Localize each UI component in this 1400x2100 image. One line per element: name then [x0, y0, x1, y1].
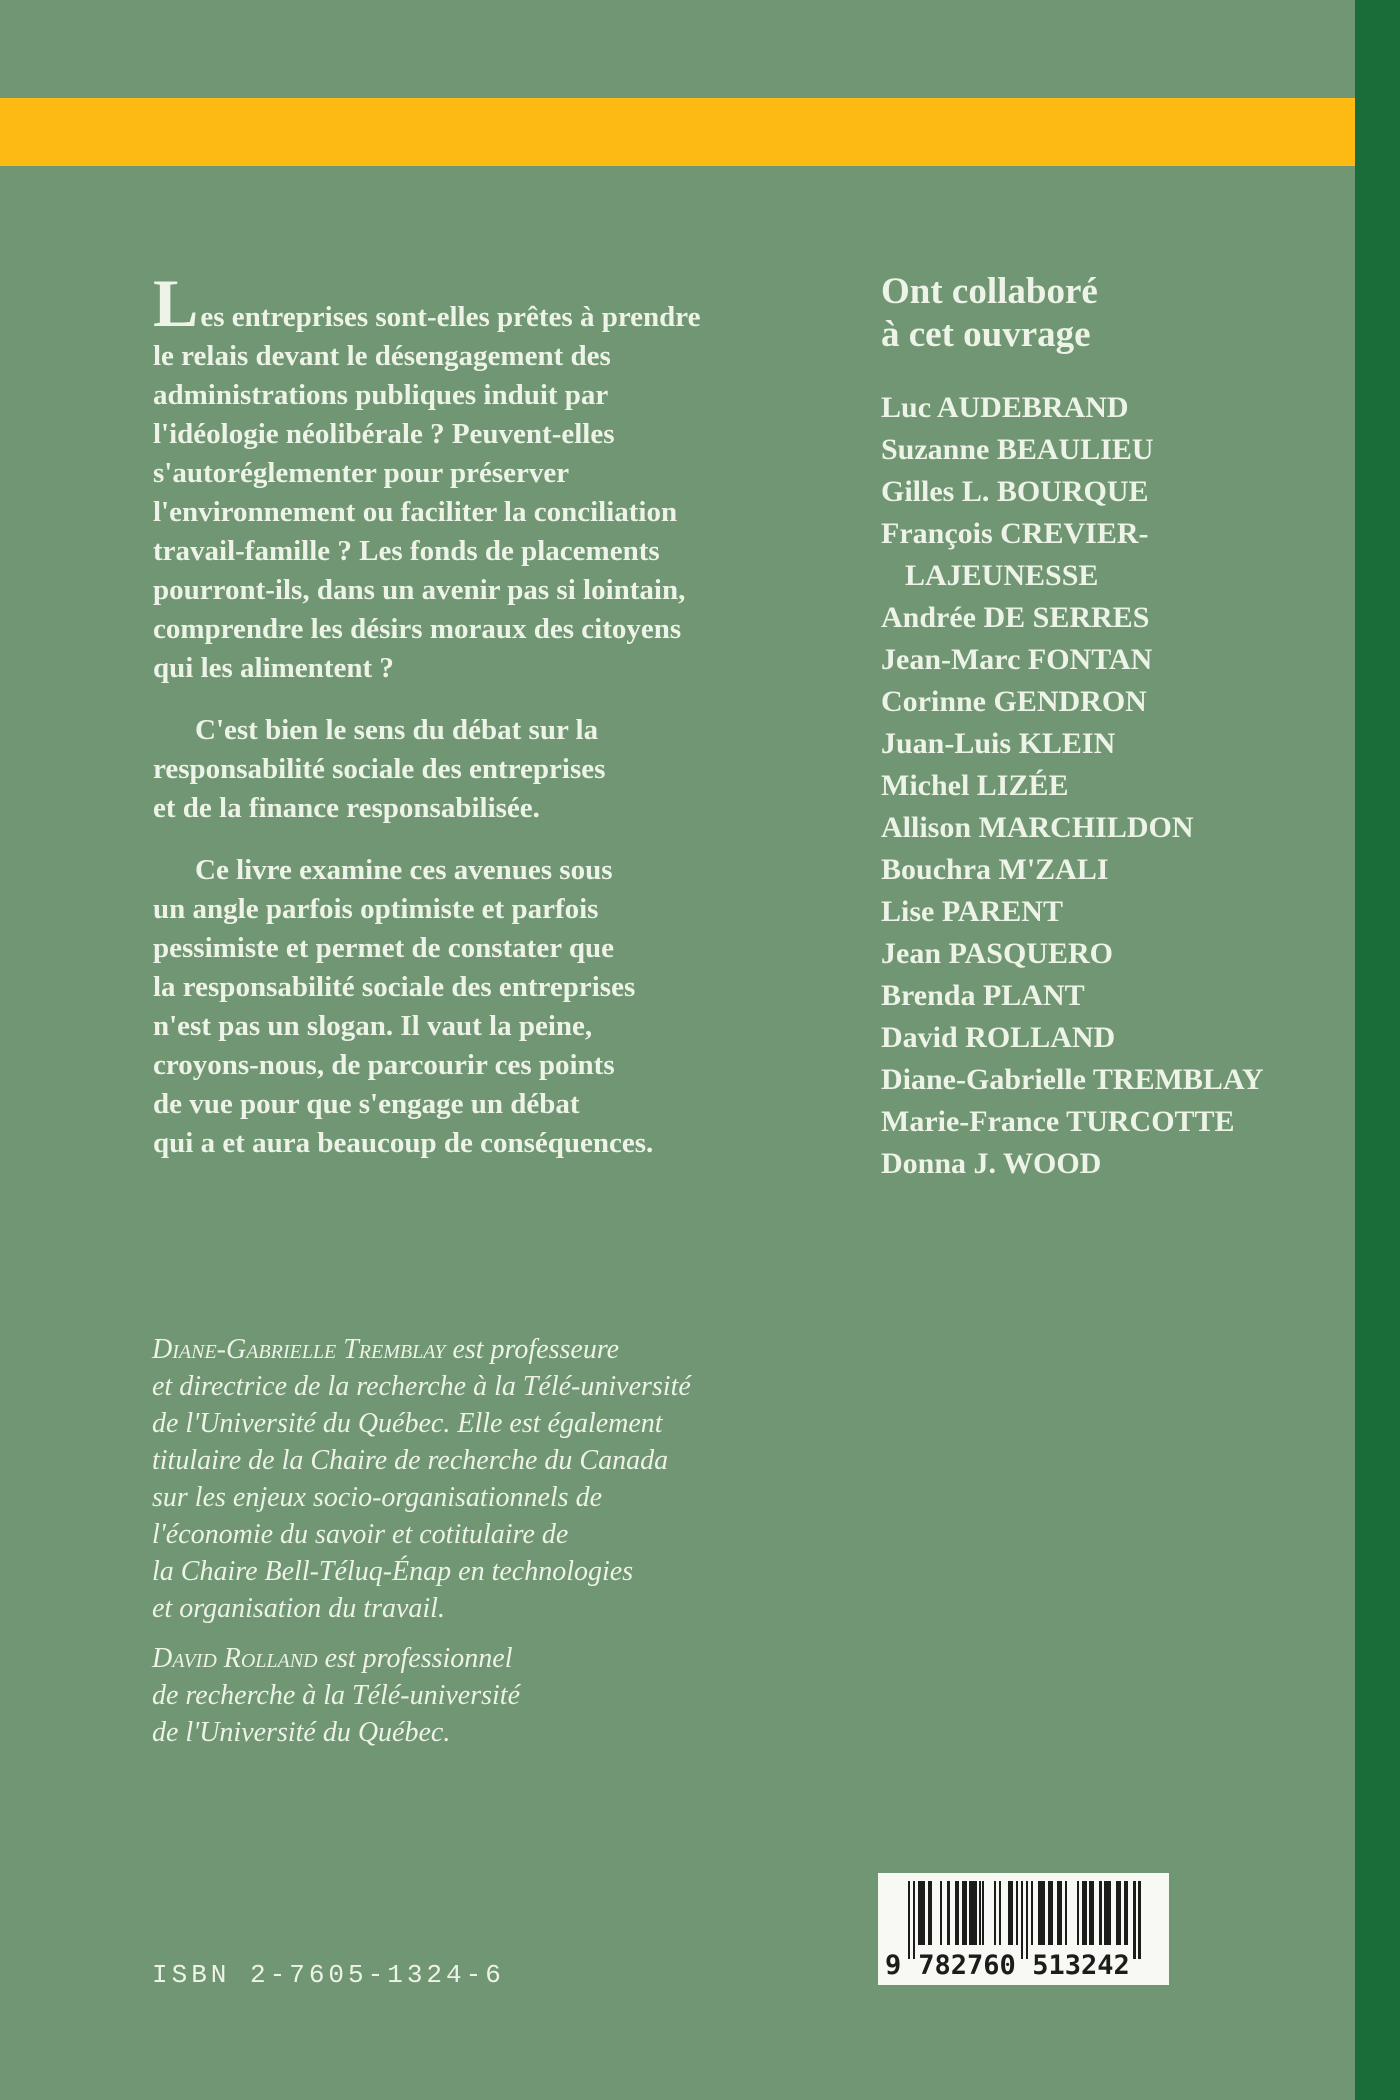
barcode-bar: [930, 1881, 932, 1945]
contributor-name: Allison MARCHILDON: [881, 811, 1194, 844]
synopsis-line: l'environnement ou faciliter la conciliation: [153, 496, 678, 528]
contributor-name: Diane-Gabrielle TREMBLAY: [881, 1063, 1264, 1096]
barcode-bar: [923, 1881, 925, 1945]
contributor-name: Juan-Luis KLEIN: [881, 727, 1116, 760]
barcode-digit-group: 9: [885, 1950, 902, 1981]
contributor-name: Andrée DE SERRES: [881, 601, 1150, 634]
spine-strip: [1355, 0, 1400, 2100]
synopsis-line: n'est pas un slogan. Il vaut la peine,: [153, 1010, 593, 1042]
bio-line: titulaire de la Chaire de recherche du Canada: [152, 1445, 669, 1476]
bio-line: et organisation du travail.: [152, 1593, 445, 1624]
barcode-bar: [1084, 1881, 1086, 1945]
barcode-bar: [1138, 1881, 1140, 1959]
bio-line: de l'Université du Québec. Elle est également: [152, 1408, 663, 1439]
contributor-list: [881, 387, 1361, 1185]
collaborators-heading-line: Ont collaboré: [881, 271, 1098, 312]
synopsis-paragraph: [153, 265, 843, 688]
barcode-bar: [1031, 1881, 1033, 1945]
barcode-bar: [940, 1881, 942, 1945]
barcode-bar: [964, 1881, 966, 1945]
barcode-bar: [1126, 1881, 1128, 1945]
synopsis-line: le relais devant le désengagement des: [153, 340, 611, 372]
contributor-name: Jean-Marc FONTAN: [881, 643, 1153, 676]
bio-line: de recherche à la Télé-université: [152, 1680, 521, 1711]
barcode-digit-group: 782760: [918, 1950, 1016, 1981]
isbn-text: ISBN 2-7605-1324-6: [152, 1960, 505, 1990]
synopsis-line: croyons-nous, de parcourir ces points: [153, 1049, 615, 1081]
barcode-bar: [1016, 1881, 1018, 1945]
synopsis-paragraph: [153, 851, 843, 1163]
contributor-name: Lise PARENT: [881, 895, 1063, 928]
barcode-bar: [1043, 1881, 1045, 1945]
contributor-name: Corinne GENDRON: [881, 685, 1147, 718]
contributor-name: François CREVIER-: [881, 517, 1149, 550]
synopsis-line: qui les alimentent ?: [153, 652, 394, 684]
author-bio: [152, 1331, 852, 1627]
synopsis-line: responsabilité sociale des entreprises: [153, 753, 606, 785]
barcode-bar: [1021, 1881, 1023, 1959]
barcode-bar: [1099, 1881, 1101, 1945]
barcode-bar: [947, 1881, 949, 1945]
bio-line: David Rolland est professionnel: [152, 1643, 513, 1674]
bio-line: sur les enjeux socio-organisationnels de: [152, 1482, 603, 1513]
synopsis-line: C'est bien le sens du débat sur la: [195, 714, 599, 746]
dropcap-letter: L: [153, 265, 199, 341]
barcode-bar: [1119, 1881, 1121, 1945]
barcode-bar: [974, 1881, 976, 1945]
synopsis-paragraph: [153, 711, 843, 828]
contributor-name: Brenda PLANT: [881, 979, 1085, 1012]
barcode-bar: [1060, 1881, 1062, 1945]
barcode-digit-group: 513242: [1032, 1950, 1130, 1981]
barcode-bar: [1092, 1881, 1094, 1945]
synopsis-line: Ce livre examine ces avenues sous: [195, 854, 613, 886]
synopsis: [153, 265, 843, 1163]
synopsis-line: pourront-ils, dans un avenir pas si lointain,: [153, 574, 686, 606]
contributor-name: Jean PASQUERO: [881, 937, 1113, 970]
contributor-name: LAJEUNESSE: [905, 559, 1099, 592]
collaborators-heading-line: à cet ouvrage: [881, 314, 1091, 355]
synopsis-line: Les entreprises sont-elles prêtes à prendre: [153, 265, 701, 341]
synopsis-line: comprendre les désirs moraux des citoyens: [153, 613, 682, 645]
collaborators-heading: [881, 270, 1098, 356]
author-name: Diane-Gabrielle Tremblay: [152, 1334, 446, 1365]
synopsis-line: s'autoréglementer pour préserver: [153, 457, 570, 489]
author-bio: [152, 1640, 852, 1751]
barcode-bar: [1065, 1881, 1067, 1945]
barcode-bar: [913, 1881, 915, 1959]
contributor-name: Donna J. WOOD: [881, 1147, 1102, 1180]
barcode-bar: [1011, 1881, 1013, 1945]
barcode-bar: [1026, 1881, 1028, 1959]
barcode-bar: [1133, 1881, 1135, 1959]
barcode: [878, 1873, 1169, 1985]
bio-line: et directrice de la recherche à la Télé-université: [152, 1371, 691, 1402]
contributor-name: Suzanne BEAULIEU: [881, 433, 1154, 466]
contributor-name: Michel LIZÉE: [881, 769, 1069, 802]
author-name: David Rolland: [152, 1643, 318, 1674]
barcode-bar: [1077, 1881, 1079, 1945]
contributor-name: David ROLLAND: [881, 1021, 1116, 1054]
bio-line: Diane-Gabrielle Tremblay est professeure: [152, 1334, 620, 1365]
synopsis-line: pessimiste et permet de constater que: [153, 932, 614, 964]
contributor-name: Marie-France TURCOTTE: [881, 1105, 1235, 1138]
barcode-bar: [982, 1881, 984, 1945]
bio-line: l'économie du savoir et cotitulaire de: [152, 1519, 569, 1550]
barcode-bar: [1109, 1881, 1111, 1945]
contributor-name: Luc AUDEBRAND: [881, 391, 1129, 424]
bio-line: la Chaire Bell-Téluq-Énap en technologies: [152, 1556, 634, 1587]
synopsis-line: l'idéologie néolibérale ? Peuvent-elles: [153, 418, 615, 450]
contributor-name: Bouchra M'ZALI: [881, 853, 1109, 886]
synopsis-line: travail-famille ? Les fonds de placements: [153, 535, 660, 567]
barcode-bars: [908, 1881, 1141, 1959]
bio-line: de l'Université du Québec.: [152, 1717, 451, 1748]
barcode-bar: [999, 1881, 1001, 1945]
author-bios: [152, 1331, 852, 1751]
synopsis-line: administrations publiques induit par: [153, 379, 609, 411]
contributor-name: Gilles L. BOURQUE: [881, 475, 1149, 508]
barcode-bar: [994, 1881, 996, 1945]
barcode-bar: [908, 1881, 910, 1959]
barcode-bar: [1050, 1881, 1052, 1945]
yellow-accent-band: [0, 98, 1400, 166]
synopsis-line: la responsabilité sociale des entreprises: [153, 971, 636, 1003]
barcode-bar: [957, 1881, 959, 1945]
synopsis-line: de vue pour que s'engage un débat: [153, 1088, 580, 1120]
synopsis-line: qui a et aura beaucoup de conséquences.: [153, 1127, 654, 1159]
synopsis-line: un angle parfois optimiste et parfois: [153, 893, 599, 925]
synopsis-line: et de la finance responsabilisée.: [153, 792, 540, 824]
